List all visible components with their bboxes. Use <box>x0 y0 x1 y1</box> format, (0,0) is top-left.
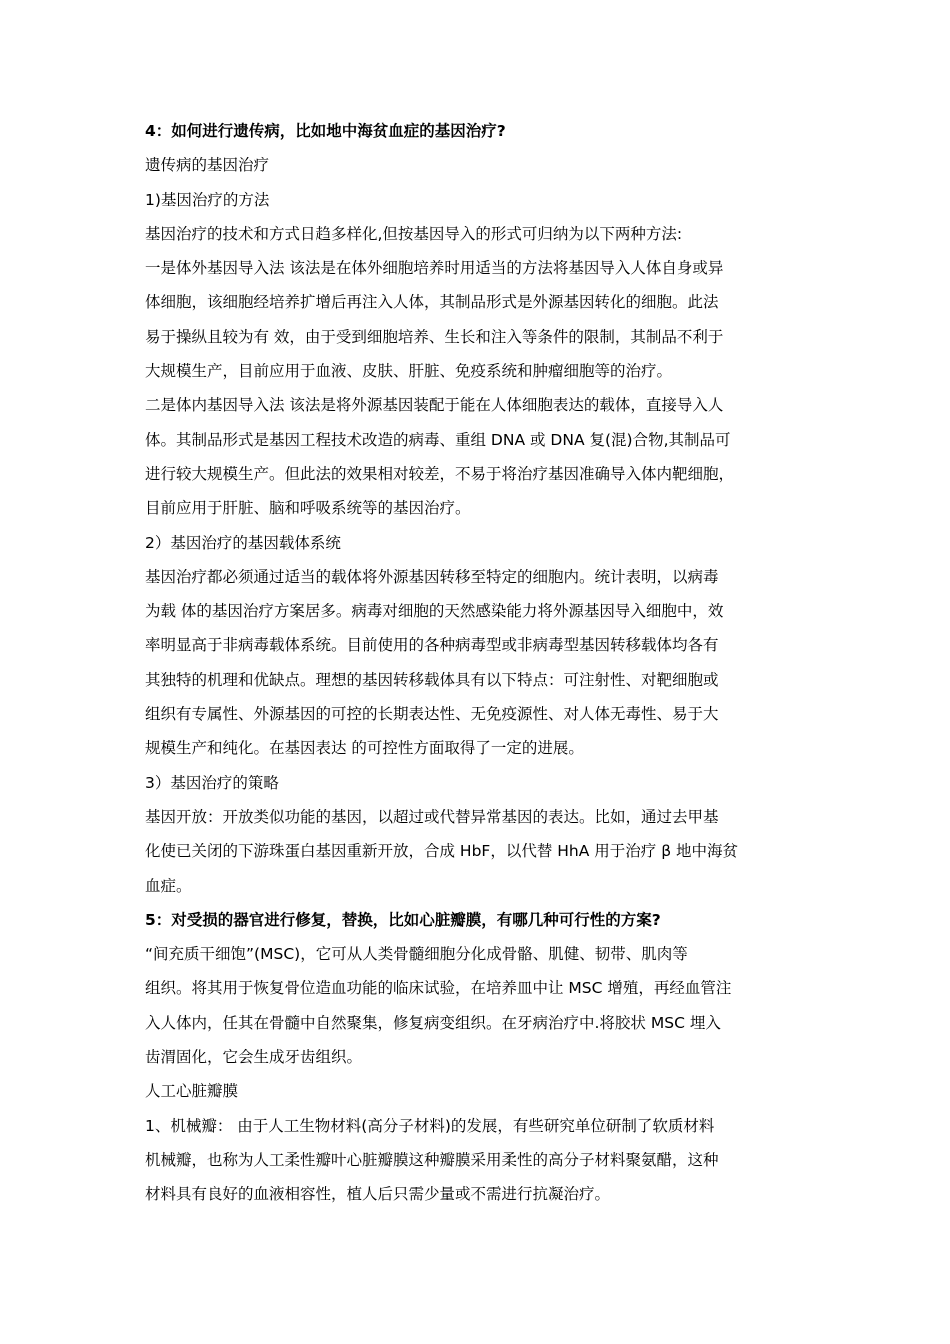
text-line: 遗传病的基因治疗 <box>145 156 270 175</box>
text-line: “间充质干细饱”(MSC)，它可从人类骨髓细胞分化成骨骼、肌健、韧带、肌肉等 <box>145 945 688 964</box>
text-line: 进行较大规模生产。但此法的效果相对较差，不易于将治疗基因准确导入体内靶细胞， <box>145 464 735 483</box>
text-line: 化使已关闭的下游珠蛋白基因重新开放，合成 HbF，以代替 HhA 用于治疗 β 地中海贫 <box>145 842 739 861</box>
text-line: 体细胞，该细胞经培养扩增后再注入人体，其制品形式是外源基因转化的细胞。此法 <box>145 293 719 312</box>
text-line: 二是体内基因导入法 该法是将外源基因装配于能在人体细胞表达的载体，直接导入人 <box>145 396 724 415</box>
text-line: 材料具有良好的血液相容性，植人后只需少量或不需进行抗凝治疗。 <box>145 1185 611 1204</box>
text-line: 一是体外基因导入法 该法是在体外细胞培养时用适当的方法将基因导入人体自身或异 <box>145 259 724 278</box>
text-line: 机械瓣，也称为人工柔性瓣叶心脏瓣膜这种瓣膜采用柔性的高分子材料聚氨醋，这种 <box>145 1150 719 1169</box>
text-line: 3）基因治疗的策略 <box>145 773 279 792</box>
text-line: 基因治疗的技术和方式日趋多样化,但按基因导入的形式可归纳为以下两种方法: <box>145 224 683 243</box>
text-line: 2）基因治疗的基因载体系统 <box>145 533 341 552</box>
text-line: 目前应用于肝脏、脑和呼吸系统等的基因治疗。 <box>145 499 471 518</box>
text-line: 基因治疗都必须通过适当的载体将外源基因转移至特定的细胞内。统计表明，以病毒 <box>145 567 719 586</box>
text-line: 率明显高于非病毒载体系统。目前使用的各种病毒型或非病毒型基因转移载体均各有 <box>145 636 719 655</box>
text-line: 其独特的机理和优缺点。理想的基因转移载体具有以下特点：可注射性、对靶细胞或 <box>145 670 719 689</box>
section-heading: 5：对受损的器官进行修复，替换，比如心脏瓣膜，有哪几种可行性的方案? <box>145 910 661 929</box>
text-line: 体。其制品形式是基因工程技术改造的病毒、重组 DNA 或 DNA 复(混)合物,其制品可 <box>145 430 731 449</box>
text-line: 为载 体的基因治疗方案居多。病毒对细胞的天然感染能力将外源基因导入细胞中，效 <box>145 602 724 621</box>
text-line: 基因开放：开放类似功能的基因，以超过或代替异常基因的表达。比如，通过去甲基 <box>145 807 719 826</box>
text-line: 组织有专属性、外源基因的可控的长期表达性、无免疫源性、对人体无毒性、易于大 <box>145 705 719 724</box>
text-line: 组织。将其用于恢复骨位造血功能的临床试验，在培养皿中让 MSC 增殖，再经血管注 <box>145 979 732 998</box>
document-body <box>145 114 811 1212</box>
text-line: 1)基因治疗的方法 <box>145 190 270 209</box>
text-line: 血症。 <box>145 876 192 895</box>
text-line: 1、机械瓣： 由于人工生物材料(高分子材料)的发展，有些研究单位研制了软质材料 <box>145 1116 715 1135</box>
text-line: 大规模生产，目前应用于血液、皮肤、肝脏、免疫系统和肿瘤细胞等的治疗。 <box>145 362 673 381</box>
text-line: 易于操纵且较为有 效，由于受到细胞培养、生长和注入等条件的限制，其制品不利于 <box>145 327 724 346</box>
text-line: 齿渭固化，它会生成牙齿组织。 <box>145 1048 363 1067</box>
text-line: 入人体内，任其在骨髓中自然聚集，修复病变组织。在牙病治疗中.将胶状 MSC 埋入 <box>145 1013 721 1032</box>
section-heading: 4：如何进行遗传病，比如地中海贫血症的基因治疗? <box>145 122 506 140</box>
text-line: 规模生产和纯化。在基因表达 的可控性方面取得了一定的进展。 <box>145 739 584 758</box>
text-line: 人工心脏瓣膜 <box>145 1082 239 1101</box>
